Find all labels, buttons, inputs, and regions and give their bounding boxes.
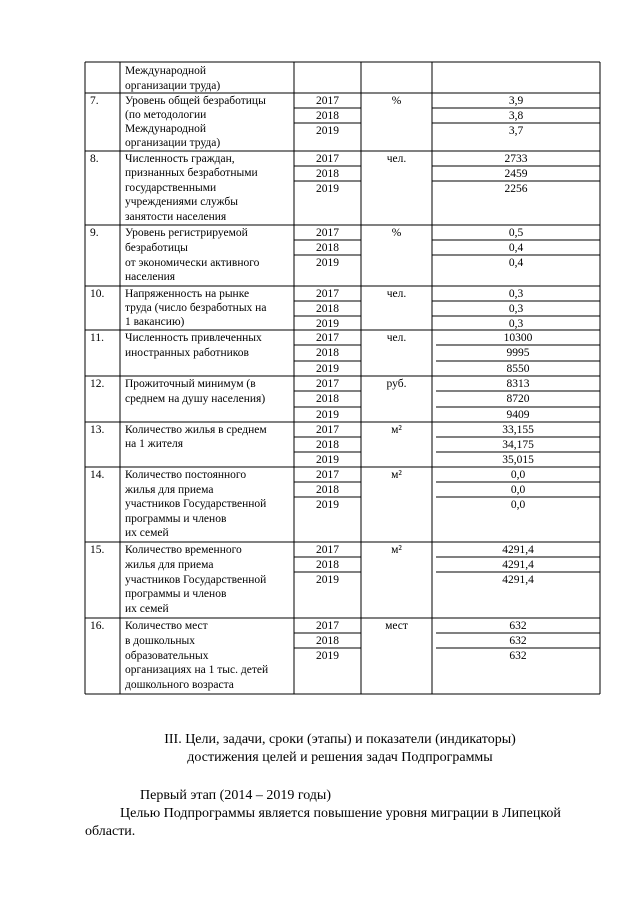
unit-cell: мест <box>385 620 408 632</box>
indicator-name: Уровень регистрируемой <box>125 227 248 239</box>
unit-cell: % <box>391 227 402 239</box>
indicator-name: организациях на 1 тыс. детей <box>125 664 269 677</box>
value-cell: 10300 <box>503 332 533 344</box>
year-cell: 2017 <box>316 288 339 300</box>
row-number: 9. <box>90 227 99 239</box>
value-cell: 0,3 <box>508 303 524 315</box>
year-cell: 2018 <box>316 484 339 496</box>
value-cell: 632 <box>509 620 527 632</box>
value-cell: 8550 <box>506 363 530 375</box>
value-cell: 4291,4 <box>502 544 534 556</box>
value-cell: 0,0 <box>510 469 526 481</box>
unit-cell: м² <box>391 424 402 436</box>
indicator-name: Численность привлеченных <box>125 332 262 344</box>
indicator-name: Напряженность на рынке <box>125 288 250 300</box>
row-number: 10. <box>90 288 105 300</box>
indicator-name: среднем на душу населения) <box>125 392 266 405</box>
value-cell: 35,015 <box>502 454 534 466</box>
row-number: 11. <box>90 332 104 344</box>
value-cell: 33,155 <box>502 424 534 436</box>
value-cell: 632 <box>509 650 527 662</box>
indicator-name: учреждениями службы <box>125 196 239 209</box>
year-cell: 2019 <box>316 183 339 195</box>
indicator-name: Уровень общей безработицы <box>125 95 266 107</box>
indicator-name: жилья для приема <box>125 558 214 571</box>
value-cell: 0,3 <box>508 318 524 330</box>
value-cell: 4291,4 <box>502 574 534 586</box>
indicator-name: Количество жилья в среднем <box>125 424 267 436</box>
unit-cell: % <box>391 95 402 107</box>
year-cell: 2017 <box>316 95 339 107</box>
goal-text-line2: области. <box>85 824 136 839</box>
unit-cell: м² <box>391 544 402 556</box>
value-cell: 0,4 <box>508 242 524 254</box>
row-number: 14. <box>90 469 105 481</box>
indicator-name: жилья для приема <box>125 483 214 496</box>
row-number: 16. <box>90 620 105 632</box>
value-cell: 3,7 <box>508 125 524 137</box>
value-cell: 8720 <box>506 393 530 405</box>
value-cell: 4291,4 <box>502 559 534 571</box>
indicator-name: Прожиточный минимум (в <box>125 378 256 390</box>
indicator-name: Количество временного <box>125 544 242 556</box>
indicator-name: Численность граждан, <box>125 153 235 165</box>
indicator-name: организации труда) <box>125 137 221 149</box>
stage-text: Первый этап (2014 – 2019 годы) <box>140 788 331 803</box>
indicator-name: на 1 жителя <box>125 438 184 451</box>
indicator-name: Международной <box>125 123 207 135</box>
indicator-name: участников Государственной <box>125 498 267 511</box>
year-cell: 2017 <box>316 332 339 344</box>
unit-cell: чел. <box>386 332 407 344</box>
goal-text-line1: Целью Подпрограммы является повышение уровня миграции в Липецкой <box>120 806 561 821</box>
value-cell: 0,4 <box>508 257 524 269</box>
year-cell: 2018 <box>316 110 339 122</box>
year-cell: 2017 <box>316 469 339 481</box>
year-cell: 2018 <box>316 393 339 405</box>
indicator-name: Количество постоянного <box>125 469 247 481</box>
indicator-name: безработицы <box>125 241 188 254</box>
year-cell: 2019 <box>316 125 339 137</box>
indicator-name: их семей <box>125 603 169 616</box>
continuation-text: Международной <box>125 65 207 77</box>
year-cell: 2017 <box>316 424 339 436</box>
year-cell: 2019 <box>316 257 339 269</box>
year-cell: 2019 <box>316 454 339 466</box>
indicator-name: в дошкольных <box>125 634 195 647</box>
indicator-name: от экономически активного <box>125 256 260 269</box>
year-cell: 2017 <box>316 153 339 165</box>
row-number: 15. <box>90 544 105 556</box>
indicator-name: программы и членов <box>125 588 227 601</box>
year-cell: 2017 <box>316 227 339 239</box>
year-cell: 2017 <box>316 544 339 556</box>
value-cell: 0,0 <box>510 484 526 496</box>
value-cell: 9995 <box>506 347 530 359</box>
year-cell: 2018 <box>316 439 339 451</box>
year-cell: 2017 <box>316 378 339 390</box>
year-cell: 2018 <box>316 168 339 180</box>
value-cell: 2256 <box>504 183 528 195</box>
indicator-name: признанных безработными <box>125 167 258 180</box>
year-cell: 2019 <box>316 318 339 330</box>
value-cell: 8313 <box>506 378 530 390</box>
row-number: 8. <box>90 153 99 165</box>
indicator-name: населения <box>125 271 176 284</box>
value-cell: 3,8 <box>508 110 524 122</box>
value-cell: 2733 <box>504 153 528 165</box>
year-cell: 2018 <box>316 635 339 647</box>
year-cell: 2018 <box>316 242 339 254</box>
value-cell: 0,3 <box>508 288 524 300</box>
year-cell: 2018 <box>316 303 339 315</box>
value-cell: 2459 <box>504 168 528 180</box>
row-number: 13. <box>90 424 105 436</box>
indicator-name: программы и членов <box>125 512 227 525</box>
indicator-name: государственными <box>125 181 217 194</box>
section-heading-line1: III. Цели, задачи, сроки (этапы) и показатели (индикаторы) <box>164 732 516 747</box>
value-cell: 3,9 <box>508 95 524 107</box>
row-number: 12. <box>90 378 105 390</box>
indicator-name: Количество мест <box>125 620 208 632</box>
year-cell: 2019 <box>316 363 339 375</box>
year-cell: 2019 <box>316 574 339 586</box>
indicator-name: дошкольного возраста <box>125 679 234 692</box>
indicator-name: 1 вакансию) <box>125 316 185 328</box>
indicator-name: их семей <box>125 527 169 540</box>
year-cell: 2018 <box>316 559 339 571</box>
continuation-text: организации труда) <box>125 79 221 92</box>
unit-cell: руб. <box>386 378 407 390</box>
year-cell: 2019 <box>316 409 339 421</box>
row-number: 7. <box>90 95 99 107</box>
unit-cell: чел. <box>386 288 407 300</box>
indicator-name: образовательных <box>125 649 209 662</box>
value-cell: 9409 <box>506 409 530 421</box>
year-cell: 2019 <box>316 650 339 662</box>
value-cell: 632 <box>509 635 527 647</box>
indicator-name: занятости населения <box>125 210 227 223</box>
value-cell: 0,5 <box>508 227 524 239</box>
indicator-name: труда (число безработных на <box>125 302 267 314</box>
year-cell: 2018 <box>316 347 339 359</box>
indicator-name: иностранных работников <box>125 346 249 359</box>
year-cell: 2017 <box>316 620 339 632</box>
year-cell: 2019 <box>316 499 339 511</box>
value-cell: 0,0 <box>510 499 526 511</box>
value-cell: 34,175 <box>502 439 534 451</box>
section-heading-line2: достижения целей и решения задач Подпрограммы <box>187 750 493 765</box>
indicator-name: (по методологии <box>125 109 207 121</box>
indicator-name: участников Государственной <box>125 573 267 586</box>
unit-cell: чел. <box>386 153 407 165</box>
unit-cell: м² <box>391 469 402 481</box>
